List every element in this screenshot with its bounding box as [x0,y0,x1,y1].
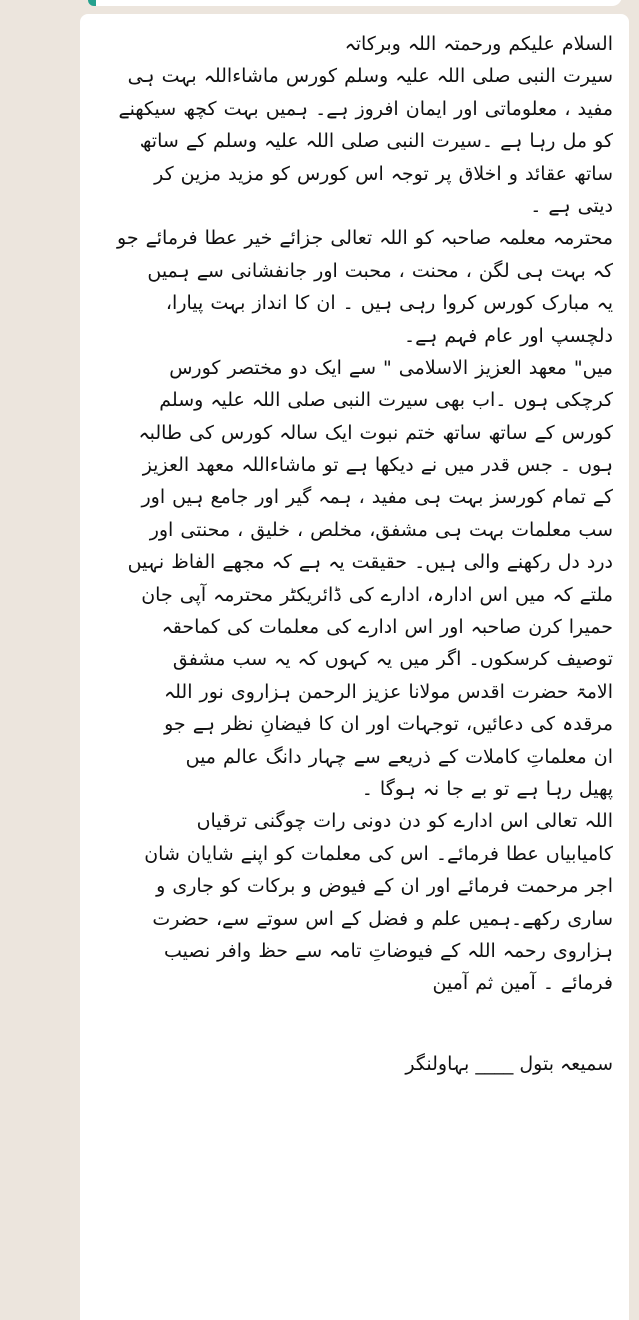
message-line: سب معلمات بہت ہی مشفق، مخلص ، خلیق ، محنتی اور [149,518,613,541]
message-line: توصیف کرسکوں۔ اگر میں یہ کہوں کہ یہ سب مشفق [172,648,613,671]
message-line: ملتے کہ میں اس ادارہ، ادارے کی ڈائریکٹر محترمہ آپی جان [141,583,613,606]
message-line: اللہ تعالی اس ادارے کو دن دونی رات چوگنی ترقیاں [196,810,613,833]
message-line: میں" معھد العزیز الاسلامی " سے ایک دو مختصر کورس [169,356,613,379]
message-line: کرچکی ہوں ۔اب بھی سیرت النبی صلی اللہ علیہ وسلم [159,389,613,412]
message-line: السلام علیکم ورحمتہ اللہ وبرکاتہ [344,33,613,55]
message-line: درد دل رکھنے والی ہیں۔ حقیقت یہ ہے کہ مجھے الفاظ نہیں [127,551,613,574]
message-line: مفید ، معلوماتی اور ایمان افروز ہے۔ ہمیں بہت کچھ سیکھنے [118,97,613,120]
message-line: ہوں ۔ جس قدر میں نے دیکھا ہے تو ماشاءاللہ معھد العزیز [142,454,613,477]
message-line: کے تمام کورسز بہت ہی مفید ، ہمہ گیر اور جامع ہیں اور [141,486,613,509]
message-line: ان معلماتِ کاملات کے ذریعے سے چہار دانگ عالم میں [185,745,613,768]
message-signature: سمیعہ بتول ____ بہاولنگر [405,1052,613,1075]
message-line: سیرت النبی صلی اللہ علیہ وسلم کورس ماشاءاللہ بہت ہی [127,65,613,88]
message-line: یہ مبارک کورس کروا رہی ہیں ۔ ان کا انداز بہت پیارا، [165,292,613,315]
message-bubble[interactable] [80,14,629,1320]
message-line: ساری رکھے۔ہمیں علم و فضل کے اس سوتے سے، حضرت [152,907,613,930]
message-line: حمیرا کرن صاحبہ اور اس ادارے کی معلمات کی کماحقہ [161,616,613,639]
message-line: ساتھ عقائد و اخلاق پر توجہ اس کورس کو مزید مزین کر [154,162,613,185]
message-line: محترمہ معلمہ صاحبہ کو اللہ تعالی جزائے خیر عطا فرمائے جو [117,227,613,250]
message-line: پھیل رہا ہے تو بے جا نہ ہوگا ۔ [361,777,613,800]
message-line: دیتی ہے ۔ [530,194,613,217]
message-line: اجر مرحمت فرمائے اور ان کے فیوض و برکات کو جاری و [156,875,613,898]
message-line: مرقدہ کی دعائیں، توجہات اور ان کا فیضانِ نظر ہے جو [164,713,613,736]
message-line: کو مل رہا ہے ۔سیرت النبی صلی اللہ علیہ وسلم کے ساتھ [139,130,613,153]
message-text [102,28,613,1000]
message-line: دلچسپ اور عام فہم ہے۔ [403,324,613,347]
message-line: الامۃ حضرت اقدس مولانا عزیز الرحمن ہزاروی نور اللہ [164,680,613,703]
previous-message-bubble[interactable] [88,0,622,6]
message-line: ہزاروی رحمہ اللہ کے فیوضاتِ تامہ سے حظ وافر نصیب [163,939,613,962]
signature-spacer [102,1000,613,1048]
message-line: کہ بہت ہی لگن ، محنت ، محبت اور جانفشانی سے ہمیں [147,259,613,282]
message-line: کورس کے ساتھ ساتھ ختم نبوت ایک سالہ کورس کی طالبہ [138,421,613,444]
message-line: کامیابیاں عطا فرمائے۔ اس کی معلمات کو اپنے شایان شان [144,842,613,865]
message-line: فرمائے ۔ آمین ثم آمین [432,972,613,995]
